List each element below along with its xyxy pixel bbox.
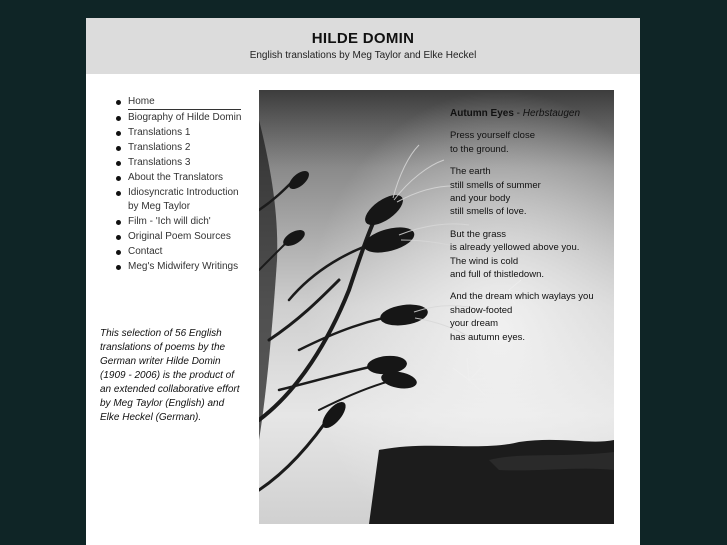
featured-poem bbox=[450, 107, 620, 353]
poem-stanza bbox=[450, 290, 620, 344]
nav-item-contact[interactable] bbox=[102, 245, 244, 259]
nav-link-introduction[interactable]: Idiosyncratic Introduction by Meg Taylor bbox=[128, 187, 239, 212]
nav-item-introduction[interactable] bbox=[102, 186, 244, 214]
nav-link-about-translators[interactable]: About the Translators bbox=[128, 172, 224, 183]
poem-title-separator: - bbox=[513, 108, 523, 119]
nav-link-home[interactable]: Home bbox=[128, 95, 241, 110]
poem-line: your dream bbox=[450, 318, 499, 330]
page-container bbox=[86, 18, 640, 545]
poem-line: The wind is cold bbox=[450, 255, 519, 267]
poem-stanza bbox=[450, 228, 620, 282]
poem-stanza bbox=[450, 165, 620, 219]
nav-link-midwifery[interactable]: Meg's Midwifery Writings bbox=[128, 261, 239, 272]
nav-item-biography[interactable] bbox=[102, 111, 244, 125]
nav-item-film[interactable] bbox=[102, 215, 244, 229]
poem-line: Press yourself close bbox=[450, 130, 536, 142]
poem-line: and your body bbox=[450, 193, 511, 205]
nav-item-poem-sources[interactable] bbox=[102, 230, 244, 244]
nav-item-home[interactable] bbox=[102, 95, 244, 110]
nav-item-translations-1[interactable] bbox=[102, 126, 244, 140]
nav-link-translations-3[interactable]: Translations 3 bbox=[128, 157, 191, 168]
poem-line: still smells of summer bbox=[450, 179, 541, 191]
poem-line: has autumn eyes. bbox=[450, 331, 525, 343]
nav-item-translations-3[interactable] bbox=[102, 156, 244, 170]
nav-item-midwifery[interactable] bbox=[102, 260, 244, 274]
poem-line: But the grass bbox=[450, 228, 506, 240]
nav-link-contact[interactable]: Contact bbox=[128, 246, 163, 257]
poem-line: still smells of love. bbox=[450, 206, 527, 218]
poem-title-line bbox=[450, 107, 620, 120]
poem-line: to the ground. bbox=[450, 143, 509, 155]
site-subtitle: English translations by Meg Taylor and Elke Heckel bbox=[249, 50, 477, 61]
nav-link-film[interactable]: Film - 'Ich will dich' bbox=[128, 216, 211, 227]
nav-item-translations-2[interactable] bbox=[102, 141, 244, 155]
poem-line: is already yellowed above you. bbox=[450, 242, 580, 254]
poem-title: Autumn Eyes bbox=[450, 108, 514, 119]
nav-link-translations-1[interactable]: Translations 1 bbox=[128, 127, 191, 138]
nav-link-translations-2[interactable]: Translations 2 bbox=[128, 142, 191, 153]
intro-text: This selection of 56 English translations of poems by the German writer Hilde Domin (1909 - 2006) is the product of an extended collaborative effort by Meg Taylor (English) and Elke Heckel (German). bbox=[100, 328, 240, 423]
main-navigation bbox=[102, 95, 244, 275]
poem-line: shadow-footed bbox=[450, 304, 513, 316]
poem-line: The earth bbox=[450, 166, 491, 178]
nav-link-biography[interactable]: Biography of Hilde Domin bbox=[128, 112, 242, 123]
site-header bbox=[86, 18, 640, 74]
site-title[interactable]: HILDE DOMIN bbox=[311, 30, 415, 47]
nav-link-poem-sources[interactable]: Original Poem Sources bbox=[128, 231, 231, 242]
nav-item-about-translators[interactable] bbox=[102, 171, 244, 185]
poem-line: And the dream which waylays you bbox=[450, 291, 594, 303]
poem-stanza bbox=[450, 129, 620, 156]
poem-original-title: Herbstaugen bbox=[522, 108, 581, 119]
poem-line: and full of thistledown. bbox=[450, 269, 545, 281]
